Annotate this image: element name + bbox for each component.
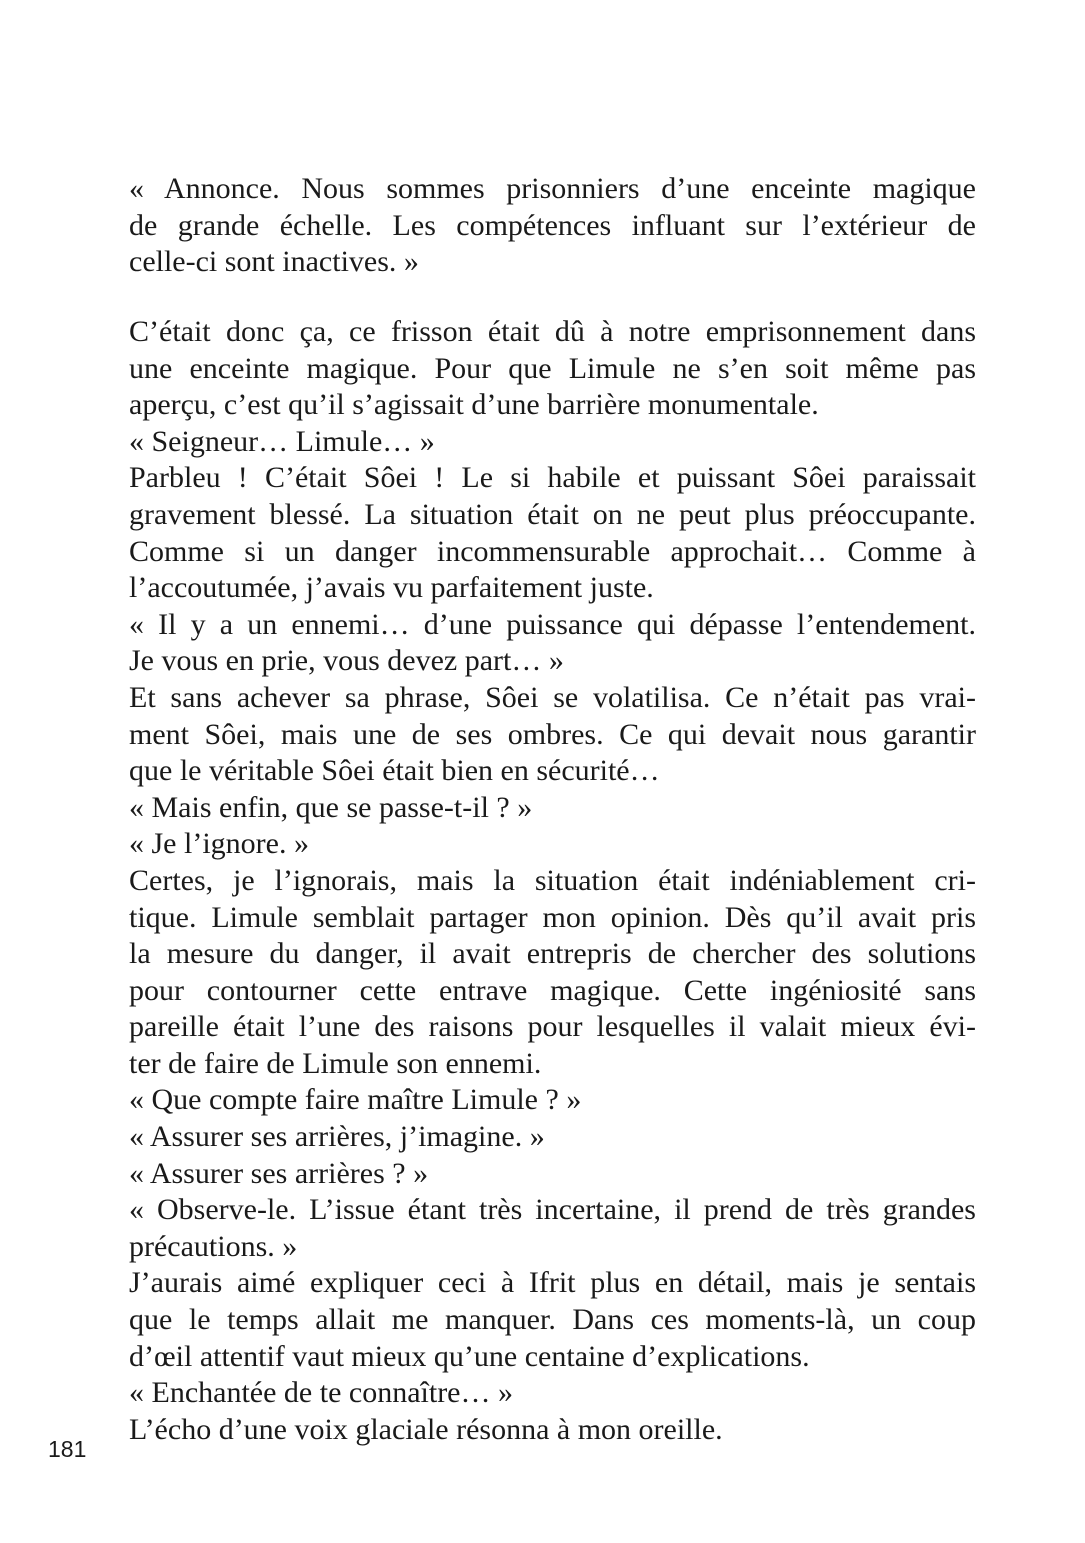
text-line: d’œil attentif vaut mieux qu’une centaine d’explications.	[129, 1339, 810, 1373]
text-line: « Observe-le. L’issue étant très incertaine, il prend de très grandes	[129, 1193, 976, 1227]
text-line: que le temps allait me manquer. Dans ces moments-là, un coup	[129, 1303, 976, 1337]
text-line: « Je l’ignore. »	[129, 827, 309, 861]
text-line: « Assurer ses arrières, j’imagine. »	[129, 1120, 545, 1154]
text-line: pour contourner cette entrave magique. Cette ingéniosité sans	[129, 973, 976, 1007]
text-line: « Assurer ses arrières ? »	[129, 1156, 429, 1190]
text-line: L’écho d’une voix glaciale résonna à mon oreille.	[129, 1412, 723, 1446]
text-line: tique. Limule semblait partager mon opinion. Dès qu’il avait pris	[129, 900, 976, 934]
page-number: 181	[48, 1436, 87, 1462]
text-line: « Seigneur… Limule… »	[129, 424, 435, 458]
paragraph-announcement	[129, 171, 976, 281]
text-line: gravement blessé. La situation était on ne peut plus préoccupante.	[129, 497, 976, 531]
text-line: pareille était l’une des raisons pour lesquelles il valait mieux évi-	[129, 1010, 976, 1044]
text-line: J’aurais aimé expliquer ceci à Ifrit plus en détail, mais je sentais	[129, 1266, 976, 1300]
text-line: que le véritable Sôei était bien en sécurité…	[129, 754, 660, 788]
text-line: Je vous en prie, vous devez part… »	[129, 644, 564, 678]
text-line: « Annonce. Nous sommes prisonniers d’une enceinte magique	[129, 172, 976, 205]
text-line: « Mais enfin, que se passe-t-il ? »	[129, 790, 533, 824]
text-line: ment Sôei, mais une de ses ombres. Ce qui devait nous garantir	[129, 717, 976, 751]
paragraph-narrative	[129, 314, 976, 1448]
text-line: de grande échelle. Les compétences influant sur l’extérieur de	[129, 208, 976, 242]
text-line: Comme si un danger incommensurable approchait… Comme à	[129, 534, 976, 568]
text-line: une enceinte magique. Pour que Limule ne s’en soit même pas	[129, 351, 976, 385]
text-line: « Il y a un ennemi… d’une puissance qui dépasse l’entendement.	[129, 607, 976, 641]
text-line: Parbleu ! C’était Sôei ! Le si habile et puissant Sôei paraissait	[129, 461, 976, 495]
text-line: l’accoutumée, j’avais vu parfaitement juste.	[129, 571, 654, 605]
text-line: Et sans achever sa phrase, Sôei se volatilisa. Ce n’était pas vrai-	[129, 680, 976, 714]
text-line: ter de faire de Limule son ennemi.	[129, 1046, 542, 1080]
text-line: Certes, je l’ignorais, mais la situation était indéniablement cri-	[129, 863, 976, 897]
text-line: C’était donc ça, ce frisson était dû à notre emprisonnement dans	[129, 315, 976, 348]
text-line: « Enchantée de te connaître… »	[129, 1376, 513, 1410]
text-line: aperçu, c’est qu’il s’agissait d’une barrière monumentale.	[129, 388, 819, 422]
text-line: « Que compte faire maître Limule ? »	[129, 1083, 582, 1117]
text-line: précautions. »	[129, 1229, 298, 1263]
text-line: celle-ci sont inactives. »	[129, 245, 419, 279]
text-line: la mesure du danger, il avait entrepris de chercher des solutions	[129, 937, 976, 971]
